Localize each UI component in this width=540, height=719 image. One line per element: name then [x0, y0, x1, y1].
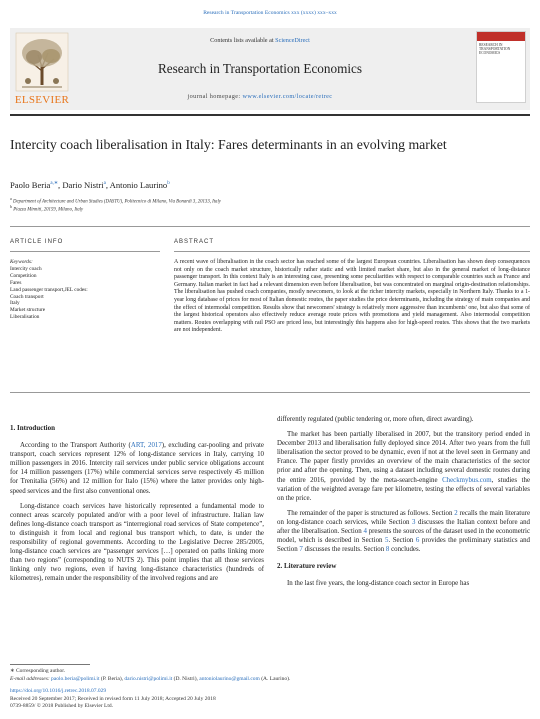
section-link[interactable]: 5 [385, 537, 389, 545]
right-paragraph-2 [277, 430, 530, 503]
corresponding-author-note: ∗ Corresponding author. [10, 668, 66, 674]
section-2-heading: 2. Literature review [277, 562, 337, 571]
author-name[interactable]: Paolo Beria [10, 180, 51, 190]
right-paragraph-3 [277, 509, 530, 554]
cover-red-bar [477, 32, 525, 41]
received-dates: Received 20 September 2017; Received in revised form 11 July 2018; Accepted 20 July 2018 [10, 695, 216, 702]
intro-paragraph-1 [10, 441, 264, 496]
journal-title: Research in Transportation Economics [157, 61, 362, 76]
literature-paragraph-1: In the last five years, the long-distance coach sector in Europe has [287, 580, 470, 588]
sciencedirect-link[interactable]: ScienceDirect [275, 37, 310, 44]
keyword-item: Fares [10, 279, 22, 286]
email-addresses [10, 676, 290, 683]
keyword-item: Liberalisation [10, 314, 40, 321]
paragraph-text: recalls the main literature on long-distance coach services, while Section [277, 509, 531, 526]
affiliation-b [10, 204, 83, 213]
author-affiliation-marker[interactable]: b [167, 181, 170, 187]
contents-line [80, 37, 440, 44]
keywords-list [10, 266, 160, 321]
right-paragraph-1: differently regulated (public tendering or, more often, direct awarding). [277, 416, 474, 423]
keyword-item: Coach transport [10, 293, 44, 300]
article-title: Intercity coach liberalisation in Italy: Fares determinants in an evolving market [10, 137, 447, 152]
email-link[interactable]: paolo.beria@polimi.it [51, 676, 100, 682]
intro-p1-start: According to the Transport Authority ( [20, 442, 131, 450]
banner-rule [10, 114, 530, 116]
author-affiliation-marker[interactable]: a,∗ [50, 181, 59, 187]
section-link[interactable]: 6 [415, 537, 420, 545]
cover-title: RESEARCH IN TRANSPORTATION ECONOMICS [479, 43, 511, 56]
body-left-column [10, 416, 264, 590]
email-link[interactable]: dario.nistri@polimi.it [124, 676, 173, 682]
paragraph-text: discusses the results. Section [302, 546, 386, 554]
keywords-block [10, 259, 160, 321]
copyright-line: 0739-8859/ © 2018 Published by Elsevier Ltd. [10, 703, 114, 710]
art-2017-citation-link[interactable]: ART, 2017 [130, 442, 162, 450]
section-link[interactable]: 3 [412, 518, 416, 526]
section-link[interactable]: 8 [385, 546, 390, 554]
keyword-item: Market structure [10, 307, 46, 314]
abstract-text: A recent wave of liberalisation in the coach sector has reached some of the largest European countries. Liberalisation has shown deep consequences not only on the coach market structure, historically rather static and with limited market share, but also in the general market of long-distance passenger transport. In this context Italy is an interesting case, presenting some peculiarities with respect to comparable countries such as France and Germany. Italian market in fact had a relevant dimension even before liberalisation, but was concentrated on marginal origin-destination relationships. The liberalisation has pushed coach companies, mostly newcomers, to look at the richer intercity markets, especially in Northern Italy. Thanks to a 1-year long database of prices for most of Italian domestic routes, the paper studies the price determinants, including the strategy of main companies and the effect of intermodal competition. Results show that newcomers' strategy is relatively more aggressive than incumbents' one, but also that some of the largest historical operators also effectively reduce average route prices with promotions and yield management. Also intermodal competition matters. Routes overlapping with rail PSO are priced less, but interestingly this happens also for high-speed routes. This shows that the two markets are not independent. [174, 259, 530, 334]
keywords-label: Keywords: [10, 259, 33, 265]
section-link[interactable]: 7 [299, 546, 303, 554]
paragraph-text: concludes. [389, 546, 421, 554]
section-link[interactable]: 2 [454, 509, 458, 517]
right-p2-end: , studies the variation of the weighted average fare per kilometre, testing the effects of several variables on the price. [277, 476, 530, 502]
article-info-heading: ARTICLE INFO [10, 239, 64, 245]
author-affiliation-marker[interactable]: a [103, 181, 106, 187]
doi-block [10, 688, 216, 711]
abstract-heading: ABSTRACT [174, 239, 215, 245]
author-separator: , [58, 180, 63, 190]
affiliation-b-text: Piazza Minniti, 20159, Milano, Italy [13, 207, 84, 213]
affiliation-b-marker: b [10, 204, 12, 209]
running-head[interactable]: Research in Transportation Economics xxx (xxxx) xxx–xxx [203, 10, 337, 16]
header-divider [10, 226, 530, 227]
homepage-link[interactable]: www.elsevier.com/locate/retrec [242, 93, 333, 100]
homepage-prefix: journal homepage: [187, 93, 241, 100]
paragraph-text: provides the preliminary statistics and Section [277, 537, 530, 554]
intro-paragraph-2: Long-distance coach services have historically represented a fundamental mode to connect areas scarcely populated and/or with a poor level of infrastructure. Italian law defines long-distance coach transport as “interregional road services of State competence”, to distinguish it from local and regional bus transport which, to date, is under the responsibility of regional governments. According to the Legislative Decree 285/2005, long-distance coach services are “passenger services […] operated on paths linking more than two regions” (corresponding to NUTS 2). This point implies that all those services linking only two regions, even if having long-distance characteristics (hundreds of kilometres), remain under the responsibility of the involved regions and are [10, 502, 264, 583]
abstract-bottom-divider [10, 392, 530, 393]
paragraph-text: The remainder of the paper is structured as follows. Section [287, 509, 455, 517]
author-name[interactable]: Dario Nistri [62, 180, 104, 190]
keyword-item: Land passenger transport,JEL codes: [10, 286, 88, 293]
email-owner: (D. Nistri), [172, 676, 200, 682]
paragraph-text: . Section [388, 537, 416, 545]
affiliation-a-text: Department of Architecture and Urban Studies (DASTU), Politecnico di Milano, Via Bonardi 3, 20133, Italy [12, 199, 221, 205]
email-owner: (P. Beria), [99, 676, 125, 682]
journal-homepage [80, 93, 440, 100]
email-label: E-mail addresses: [10, 676, 50, 682]
doi-link[interactable]: https://doi.org/10.1016/j.retrec.2018.07.029 [10, 688, 107, 694]
section-link[interactable]: 4 [363, 528, 367, 536]
abstract-rule [174, 251, 530, 252]
affiliation-a-marker: a [10, 196, 12, 201]
journal-cover-thumbnail[interactable] [476, 31, 526, 103]
footnote-rule [10, 664, 90, 665]
keyword-item: Intercity coach [10, 265, 42, 272]
email-link[interactable]: antoniolaurino@gmail.com [199, 676, 260, 682]
body-right-column [277, 415, 530, 595]
contents-prefix: Contents lists available at [210, 37, 274, 44]
author-separator: , [105, 180, 110, 190]
article-info-rule [10, 251, 160, 252]
email-owner: (A. Laurino). [259, 676, 291, 682]
section-1-heading: 1. Introduction [10, 424, 55, 432]
author-list [10, 180, 170, 190]
paragraph-text: discusses the Italian context before and after the liberalisation. Section [277, 518, 530, 536]
keyword-item: Competition [10, 272, 37, 279]
author-name[interactable]: Antonio Laurino [109, 180, 168, 190]
checkmybus-link[interactable]: Checkmybus.com [442, 476, 492, 484]
right-p2-start: The market has been partially liberalised in 2007, but the transitory period ended in December 2013 and liberalisation fully deployed since 2014. After two years from the full liberalisation the sector proved to be dynamic, even if not at the level seen in Germany and France. The paper firstly provides an overview of the main characteristics of the sector prior and after the opening. Then, using a dataset including several domestic routes during the entire 2016, provided by the meta-search-engine [277, 431, 530, 484]
paragraph-text: presents the sources of the dataset used in the econometric model, which is described in Section [277, 528, 530, 545]
elsevier-wordmark: ELSEVIER [14, 94, 70, 106]
intro-p1-end: ), excluding car-pooling and private transport, coach services represent 12% of long-distance services in Italy, carrying 10 million passengers in 2016. Intercity rail services under public service obligations account for 14 million passengers (17%) while commercial services serve respectively 45 million for Trenitalia (56%) and 12 million for Italo (15%) where the latter provides only high-speed services and the first also conventional ones. [10, 442, 264, 495]
keyword-item: Italy [10, 300, 20, 307]
